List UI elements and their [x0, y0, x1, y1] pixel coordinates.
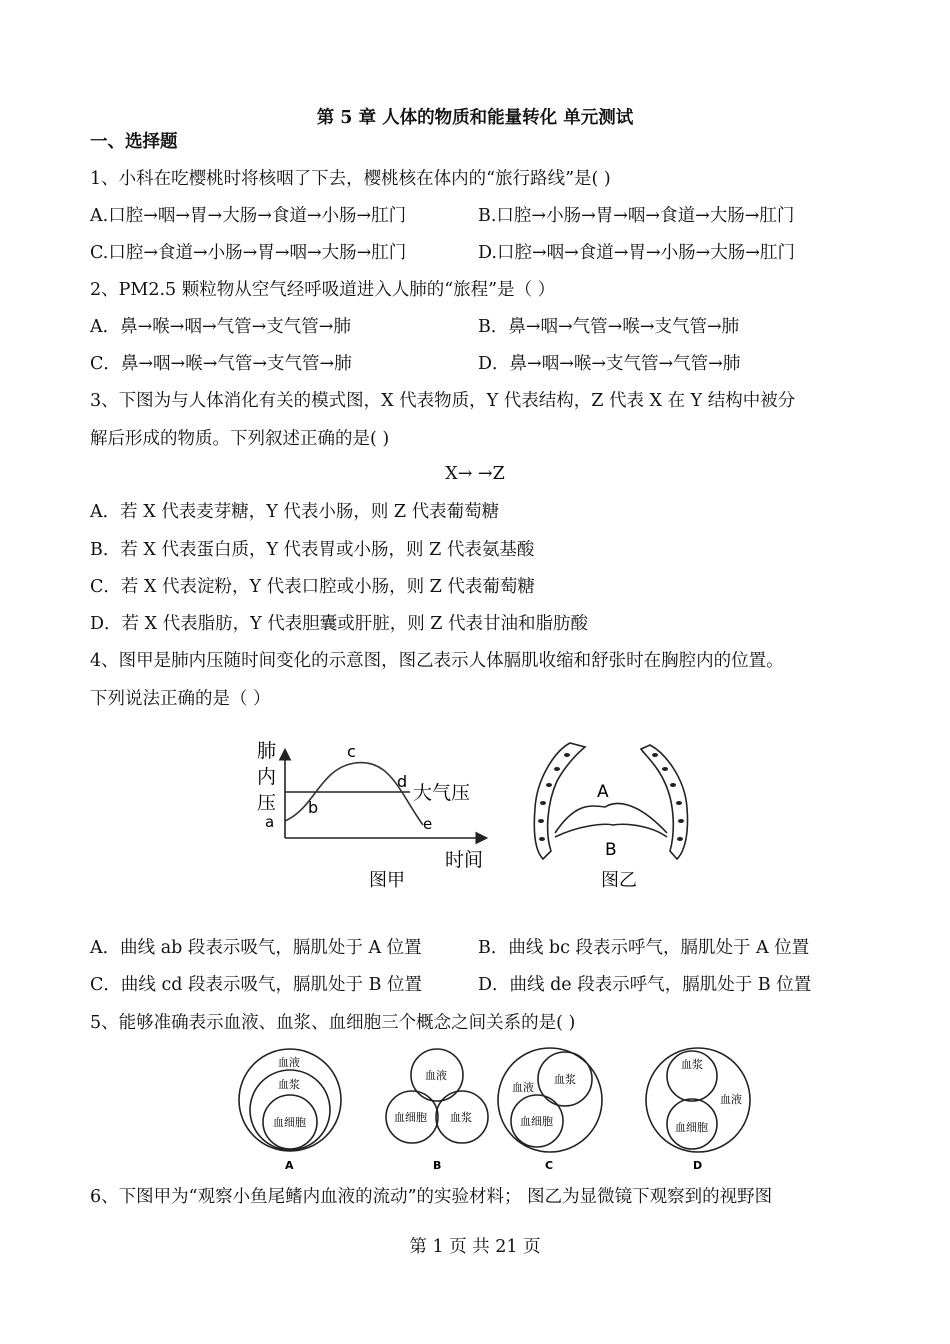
q2-option-a: A．鼻→喉→咽→气管→支气管→肺	[90, 317, 351, 337]
figure-jia-caption: 图甲	[369, 870, 405, 891]
point-c-label: c	[347, 742, 356, 761]
q6-stem: 6、下图甲为“观察小鱼尾鳍内血液的流动”的实验材料； 图乙为显微镜下观察到的视野图	[90, 1187, 773, 1207]
label-c: C	[545, 1159, 554, 1172]
a-plasma: 血浆	[278, 1078, 300, 1091]
page-footer: 第 1 页 共 21 页	[409, 1237, 541, 1257]
b-plasma: 血浆	[450, 1111, 472, 1124]
q1-option-c: C.口腔→食道→小肠→胃→咽→大肠→肛门	[90, 243, 407, 263]
ylabel-ya: 压	[257, 792, 277, 814]
diagram-c	[498, 1048, 602, 1172]
xlabel-time: 时间	[445, 849, 484, 871]
q4-stem-line1: 4、图甲是肺内压随时间变化的示意图，图乙表示人体膈肌收缩和舒张时在胸腔内的位置。	[90, 651, 784, 671]
diagram-a	[239, 1049, 341, 1172]
q4-option-c: C．曲线 cd 段表示吸气，膈肌处于 B 位置	[90, 975, 423, 995]
label-b: B	[433, 1159, 442, 1172]
b-cells: 血细胞	[394, 1111, 427, 1124]
point-a-label: a	[265, 813, 275, 831]
position-a-label: A	[597, 782, 609, 802]
label-a: A	[285, 1159, 294, 1172]
q3-stem-line2: 解后形成的物质。下列叙述正确的是( )	[90, 429, 390, 449]
diaphragm-position-b	[555, 824, 667, 837]
q2-option-d: D．鼻→咽→喉→支气管→气管→肺	[478, 354, 741, 374]
ylabel-fei: 肺	[257, 740, 277, 762]
q4-option-d: D．曲线 de 段表示呼气，膈肌处于 B 位置	[478, 975, 812, 995]
diagram-d	[646, 1048, 750, 1172]
q4-option-a: A．曲线 ab 段表示吸气，膈肌处于 A 位置	[90, 938, 422, 958]
q1-option-d: D.口腔→咽→食道→胃→小肠→大肠→肛门	[478, 243, 795, 263]
point-e-label: e	[423, 815, 433, 833]
q3-option-c: C．若 X 代表淀粉，Y 代表口腔或小肠，则 Z 代表葡萄糖	[90, 577, 535, 597]
label-d: D	[693, 1159, 703, 1172]
q2-stem: 2、PM2.5 颗粒物从空气经呼吸道进入人肺的“旅程”是（ ）	[90, 280, 556, 300]
ylabel-nei: 内	[257, 766, 277, 788]
d-cells: 血细胞	[675, 1121, 708, 1134]
q4-stem-line2: 下列说法正确的是（ ）	[90, 689, 271, 709]
position-b-label: B	[605, 840, 617, 860]
c-plasma: 血浆	[554, 1073, 576, 1086]
q2-option-c: C．鼻→咽→喉→气管→支气管→肺	[90, 354, 352, 374]
lung-pressure-graph	[245, 733, 495, 893]
q1-option-b: B.口腔→小肠→胃→咽→食道→大肠→肛门	[478, 206, 795, 226]
point-d-label: d	[397, 772, 408, 791]
q4-option-b: B．曲线 bc 段表示呼气，膈肌处于 A 位置	[478, 938, 810, 958]
diaphragm-diagram	[525, 733, 705, 893]
diagram-b	[386, 1049, 488, 1172]
q3-option-b: B．若 X 代表蛋白质，Y 代表胃或小肠，则 Z 代表氨基酸	[90, 540, 535, 560]
q3-formula: X→ →Z	[445, 464, 505, 484]
page-title: 第 5 章 人体的物质和能量转化 单元测试	[316, 108, 634, 128]
left-ribs	[534, 743, 585, 859]
a-cells: 血细胞	[273, 1116, 306, 1129]
d-blood: 血液	[720, 1093, 742, 1106]
c-cells: 血细胞	[520, 1115, 553, 1128]
q5-stem: 5、能够准确表示血液、血浆、血细胞三个概念之间关系的是( )	[90, 1013, 576, 1033]
d-plasma: 血浆	[681, 1058, 703, 1071]
point-b-label: b	[308, 798, 319, 817]
atmospheric-pressure-label: 大气压	[413, 782, 471, 804]
q1-option-a: A.口腔→咽→胃→大肠→食道→小肠→肛门	[90, 206, 407, 226]
q3-option-d: D．若 X 代表脂肪，Y 代表胆囊或肝脏，则 Z 代表甘油和脂肪酸	[90, 614, 589, 634]
q1-stem: 1、小科在吃樱桃时将核咽了下去，樱桃核在体内的“旅行路线”是( )	[90, 169, 611, 189]
b-blood: 血液	[425, 1069, 447, 1082]
q3-stem-line1: 3、下图为与人体消化有关的模式图，X 代表物质，Y 代表结构，Z 代表 X 在 Y 结构中被分	[90, 391, 796, 411]
figure-yi-caption: 图乙	[601, 870, 637, 891]
blood-concept-diagrams	[230, 1045, 760, 1175]
c-blood: 血液	[512, 1081, 534, 1094]
a-blood: 血液	[278, 1056, 300, 1069]
q3-option-a: A．若 X 代表麦芽糖，Y 代表小肠，则 Z 代表葡萄糖	[90, 502, 500, 522]
q2-option-b: B．鼻→咽→气管→喉→支气管→肺	[478, 317, 740, 337]
section-heading: 一、选择题	[90, 132, 178, 152]
